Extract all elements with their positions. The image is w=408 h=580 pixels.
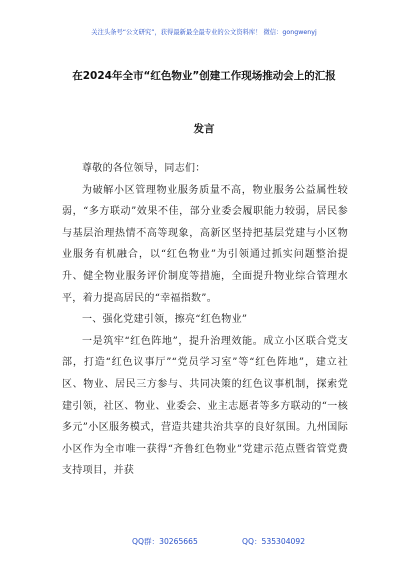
qq-number: QQ：535304092: [242, 537, 306, 546]
section-heading-1: 一、强化党建引领，擦亮“红色物业”: [82, 314, 248, 326]
paragraph-intro: 为破解小区管理物业服务质量不高，物业服务公益属性较弱，“多方联动”效果不佳，部分业委会履职能力较弱，居民参与基层治理热情不高等现象，高新区坚持把基层党建与小区物业服务有机融合，以“红色物业”为引领通过抓实问题整治提升、健全物业服务评价制度等措施，全面提升物业综合管理水平，着力提高居民的“幸福指数”。: [62, 184, 348, 304]
document-title-continued: 发言: [193, 123, 215, 135]
document-title: 在2024年全市“红色物业”创建工作现场推动会上的汇报: [72, 70, 336, 82]
paragraph-red-position: 一是筑牢“红色阵地”，提升治理效能。成立小区联合党支部，打造“红色议事厅”“党员学习室”等“红色阵地”，建立社区、物业、居民三方参与、共同决策的红色议事机制，探索党建引领，社区、物业、业委会、业主志愿者等多方联动的“一核多元”小区服务模式，营造共建共治共享的良好氛围。九州国际小区作为全市唯一获得“齐鲁红色物业”党建示范点暨省管党费支持项目，并获: [62, 335, 348, 477]
document-body: [62, 158, 348, 482]
top-banner: 关注头条号“公文研究”，获得最新最全最专业的公文资料库！ 微信：gongwenyj: [91, 29, 317, 36]
salutation: 尊敬的各位领导，同志们：: [82, 163, 206, 174]
qq-group-number: QQ群：30265665: [132, 537, 198, 546]
